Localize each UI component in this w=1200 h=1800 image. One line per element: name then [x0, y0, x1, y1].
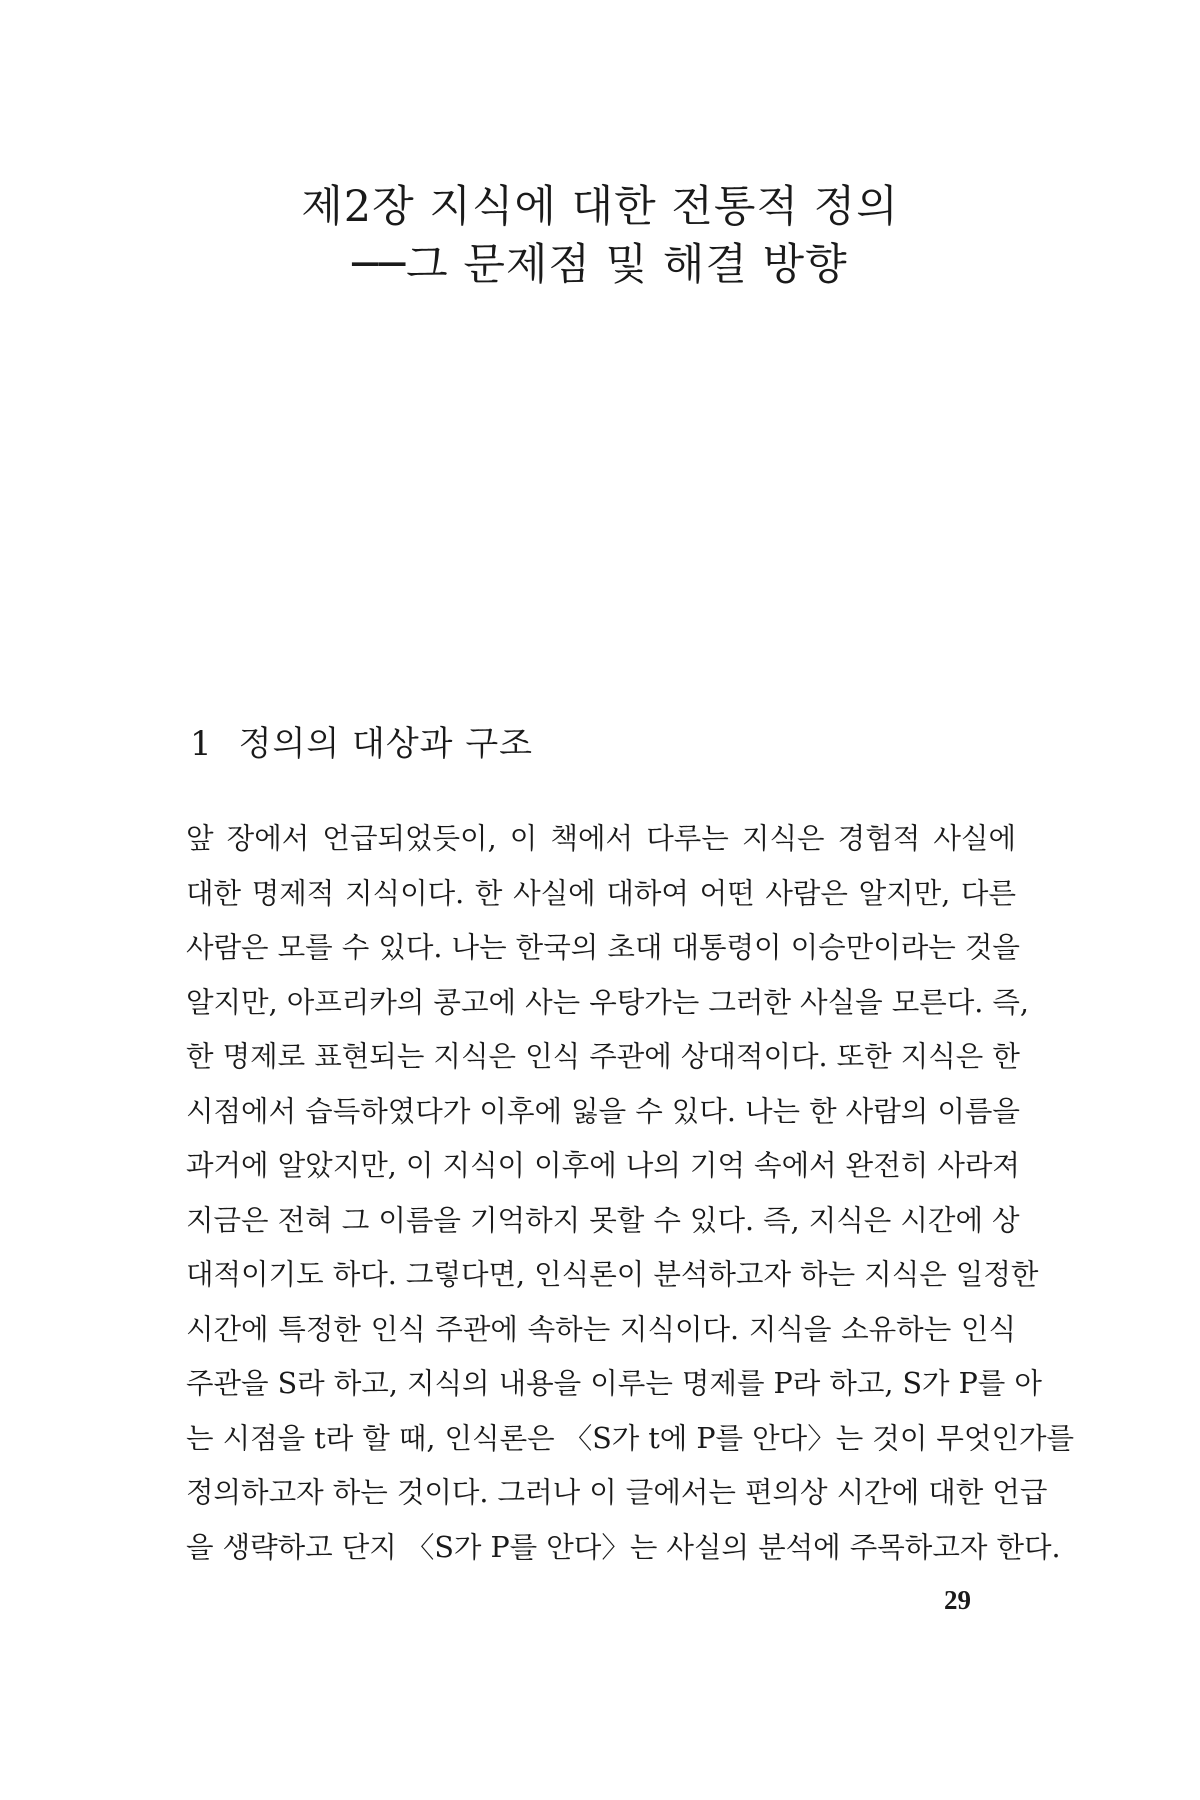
body-line: 주관을 S라 하고, 지식의 내용을 이루는 명제를 P라 하고, S가 P를 아: [186, 1367, 1042, 1400]
body-line: 지금은 전혀 그 이름을 기억하지 못할 수 있다. 즉, 지식은 시간에 상: [186, 1203, 1020, 1237]
body-line: 는 시점을 t라 할 때, 인식론은 〈S가 t에 P를 안다〉는 것이 무엇인가를: [186, 1421, 1075, 1455]
body-line: 시점에서 습득하였다가 이후에 잃을 수 있다. 나는 한 사람의 이름을: [186, 1094, 1020, 1128]
body-line: 정의하고자 하는 것이다. 그러나 이 글에서는 편의상 시간에 대한 언급: [186, 1476, 1048, 1509]
body-line: 시간에 특정한 인식 주관에 속하는 지식이다. 지식을 소유하는 인식: [186, 1312, 1016, 1346]
body-paragraph: [186, 812, 1075, 1575]
body-line: 알지만, 아프리카의 콩고에 사는 우탕가는 그러한 사실을 모른다. 즉,: [186, 985, 1029, 1019]
section-title: 정의의 대상과 구조: [238, 724, 534, 764]
body-line: 사람은 모를 수 있다. 나는 한국의 초대 대통령이 이승만이라는 것을: [186, 931, 1020, 964]
body-line: 앞 장에서 언급되었듯이, 이 책에서 다루는 지식은 경험적 사실에: [186, 822, 1016, 855]
body-line: 대한 명제적 지식이다. 한 사실에 대하여 어떤 사람은 알지만, 다른: [186, 876, 1016, 910]
chapter-title: [0, 178, 1200, 294]
body-line: 과거에 알았지만, 이 지식이 이후에 나의 기억 속에서 완전히 사라져: [186, 1149, 1020, 1182]
section-heading: [190, 722, 533, 766]
body-line: 대적이기도 하다. 그렇다면, 인식론이 분석하고자 하는 지식은 일정한: [186, 1258, 1039, 1291]
chapter-title-line-2: ──그 문제점 및 해결 방향: [352, 240, 848, 290]
page-number: 29: [944, 1585, 971, 1615]
body-line: 을 생략하고 단지 〈S가 P를 안다〉는 사실의 분석에 주목하고자 한다.: [186, 1530, 1061, 1564]
section-number: 1: [190, 724, 213, 764]
body-line: 한 명제로 표현되는 지식은 인식 주관에 상대적이다. 또한 지식은 한: [186, 1040, 1020, 1073]
chapter-title-line-1: 제2장 지식에 대한 전통적 정의: [301, 182, 899, 232]
